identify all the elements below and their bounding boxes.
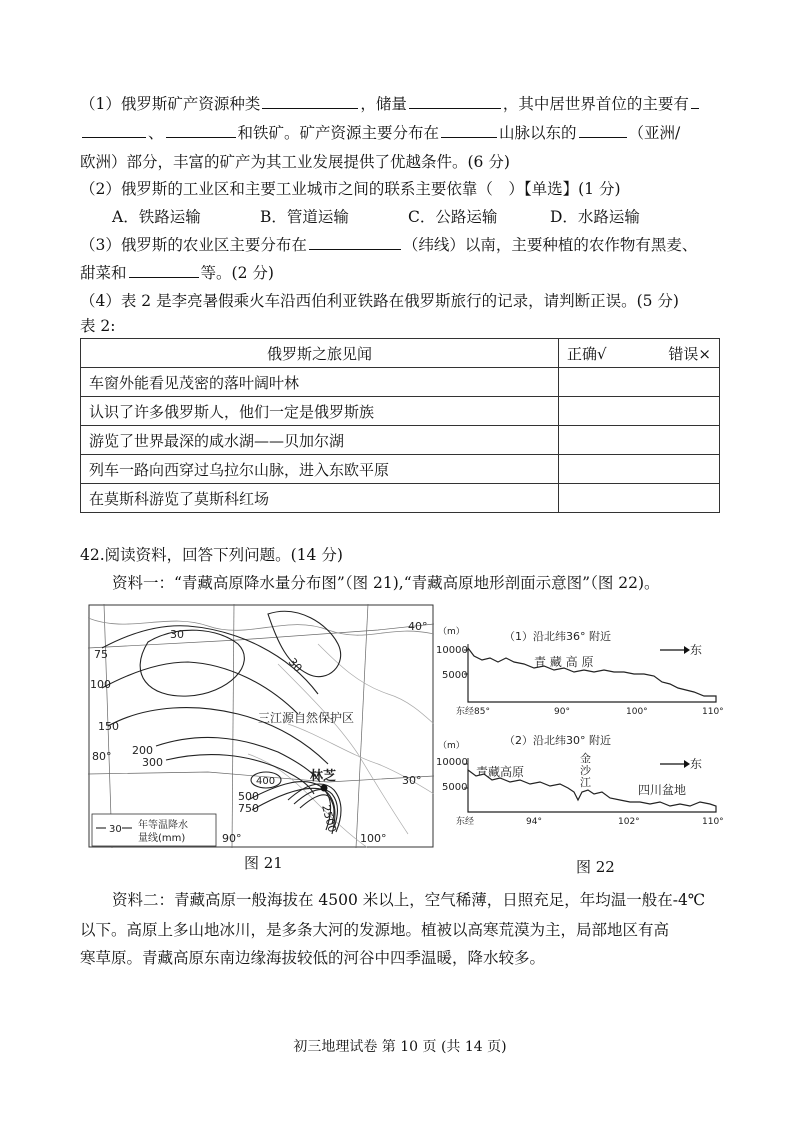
label-reserve: 三江源自然保护区	[258, 711, 355, 725]
p2-x2: 102°	[618, 817, 640, 827]
q42-material2-line3: 寒草原。青藏高原东南边缘海拔较低的河谷中四季温暖，降水较多。	[80, 949, 546, 967]
label-30b: 30	[285, 655, 305, 675]
label-city: 林芝	[310, 769, 337, 784]
q1-blank-reserve[interactable]	[409, 94, 501, 109]
q4-stem: （4）表 2 是李亮暑假乘火车沿西伯利亚铁路在俄罗斯旅行的记录，请判断正误。(5 分)	[80, 292, 679, 310]
fig21-caption: 图 21	[244, 854, 283, 872]
header-right: 正确√	[566, 344, 607, 363]
p1-y-lo: 5000	[442, 670, 468, 681]
legend-line1: 年等温降水	[138, 820, 188, 831]
q3-line2	[80, 261, 274, 283]
row-answer-cell[interactable]	[558, 455, 719, 484]
label-2500: 2500	[319, 803, 339, 834]
header-wrong: 错误×	[668, 344, 711, 363]
q2-option-a[interactable]: A．铁路运输	[112, 208, 201, 226]
q1-text-a: （1）俄罗斯矿产资源种类	[80, 95, 261, 113]
q1-line3: 欧洲）部分，丰富的矿产为其工业发展提供了优越条件。(6 分)	[80, 153, 510, 171]
p2-y-hi: 10000	[436, 757, 468, 768]
q2-option-b[interactable]: B．管道运输	[260, 208, 349, 226]
p1-title: （1）沿北纬36° 附近	[504, 630, 611, 643]
p1-x1: 90°	[554, 707, 570, 717]
row-text: 认识了许多俄罗斯人，他们一定是俄罗斯族	[81, 397, 559, 426]
table-header-judgement	[558, 339, 719, 368]
row-answer-cell[interactable]	[558, 397, 719, 426]
q3-blank-latitude[interactable]	[309, 235, 401, 250]
label-200: 200	[132, 744, 153, 757]
q1-line2	[80, 121, 680, 143]
p2-y-lo: 5000	[442, 782, 468, 793]
q2-options	[112, 205, 640, 227]
label-75: 75	[94, 648, 108, 661]
table-row	[81, 455, 720, 484]
p1-x0: 东经85°	[456, 707, 490, 717]
q3-blank-crop[interactable]	[129, 263, 199, 278]
q1-text-f: 山脉以东的	[499, 124, 577, 142]
p2-title: （2）沿北纬30° 附近	[504, 734, 611, 747]
page-footer: 初三地理试卷 第 10 页 (共 14 页)	[293, 1039, 507, 1055]
q1-text-d: 、	[148, 124, 164, 142]
label-150: 150	[98, 720, 119, 733]
p2-river-0: 金	[580, 752, 591, 765]
legend-number: 30	[109, 824, 122, 835]
legend-line2: 量线(mm)	[138, 833, 186, 844]
q2-option-d[interactable]: D．水路运输	[550, 208, 640, 226]
p2-region1: 青藏高原	[476, 765, 525, 779]
q1-line1	[80, 92, 701, 114]
q1-blank-mineral1[interactable]	[82, 123, 146, 138]
row-answer-cell[interactable]	[558, 484, 719, 513]
row-text: 车窗外能看见茂密的落叶阔叶林	[81, 368, 559, 397]
label-lat40: 40°	[408, 620, 428, 633]
q3-text-c: 甜菜和	[80, 264, 127, 282]
table-row	[81, 484, 720, 513]
q3-line1	[80, 233, 697, 255]
label-lon90: 90°	[222, 832, 242, 845]
p2-east: 东	[690, 757, 703, 771]
q3-text-d: 等。(2 分)	[200, 264, 274, 282]
q1-blank-mountain[interactable]	[441, 123, 497, 138]
label-750: 750	[238, 802, 259, 815]
q1-text-g: （亚洲/	[628, 124, 681, 142]
row-answer-cell[interactable]	[558, 426, 719, 455]
q42-material2-line2: 以下。高原上多山地冰川，是多条大河的发源地。植被以高寒荒漠为主，局部地区有高	[80, 921, 670, 939]
row-text: 游览了世界最深的咸水湖——贝加尔湖	[81, 426, 559, 455]
row-text: 在莫斯科游览了莫斯科红场	[81, 484, 559, 513]
p1-east: 东	[690, 643, 703, 657]
q3-text-a: （3）俄罗斯的农业区主要分布在	[80, 236, 307, 254]
label-lon100: 100°	[360, 832, 387, 845]
precipitation-map	[88, 604, 434, 848]
p2-unit: （m）	[438, 741, 465, 751]
p1-x2: 100°	[626, 707, 648, 717]
label-300: 300	[142, 756, 163, 769]
p2-river-1: 沙	[580, 764, 591, 777]
label-lat30: 30°	[402, 774, 422, 787]
q2-option-c[interactable]: C．公路运输	[408, 208, 498, 226]
q1-blank-variety[interactable]	[262, 94, 358, 109]
table-header-content: 俄罗斯之旅见闻	[81, 339, 559, 368]
p2-river-2: 江	[580, 776, 591, 789]
q2-stem: （2）俄罗斯的工业区和主要工业城市之间的联系主要依靠（ ）【单选】(1 分)	[80, 180, 621, 198]
p1-y-hi: 10000	[436, 645, 468, 656]
label-100: 100	[90, 678, 111, 691]
q42-title: 42.阅读资料，回答下列问题。(14 分)	[80, 546, 343, 564]
p1-x3: 110°	[702, 707, 724, 717]
q1-text-e: 和铁矿。矿产资源主要分布在	[237, 124, 440, 142]
q1-blank-mineral2[interactable]	[166, 123, 236, 138]
label-500: 500	[238, 790, 259, 803]
terrain-profile-figure	[434, 622, 726, 834]
p2-region2: 四川盆地	[638, 783, 687, 797]
label-30a: 30	[170, 628, 184, 641]
label-lon80: 80°	[92, 750, 112, 763]
city-marker	[321, 785, 328, 792]
table-row	[81, 426, 720, 455]
q1-blank-continent[interactable]	[579, 123, 627, 138]
row-text: 列车一路向西穿过乌拉尔山脉，进入东欧平原	[81, 455, 559, 484]
p1-region: 青 藏 高 原	[534, 655, 594, 669]
q1-text-b: ，储量	[360, 95, 407, 113]
p2-x0: 东经	[456, 817, 475, 827]
q3-text-b: （纬线）以南，主要种植的农作物有黑麦、	[402, 236, 698, 254]
q1-blank-first[interactable]	[691, 94, 699, 109]
row-answer-cell[interactable]	[558, 368, 719, 397]
q42-material2-line1: 资料二：青藏高原一般海拔在 4500 米以上，空气稀薄，日照充足，年均温一般在-4℃	[112, 891, 706, 909]
fig22-caption: 图 22	[576, 858, 615, 876]
q1-text-c: ，其中居世界首位的主要有	[502, 95, 689, 113]
p2-x3: 110°	[702, 817, 724, 827]
label-400: 400	[256, 776, 276, 787]
table-header-row	[81, 339, 720, 368]
judgement-table	[80, 338, 720, 513]
table-row	[81, 397, 720, 426]
p2-x1: 94°	[526, 817, 542, 827]
p1-unit: （m）	[438, 627, 465, 637]
table-label: 表 2:	[80, 317, 116, 335]
q42-material1: 资料一：“青藏高原降水量分布图”（图 21),“青藏高原地形剖面示意图”（图 22)。	[112, 574, 660, 592]
table-row	[81, 368, 720, 397]
